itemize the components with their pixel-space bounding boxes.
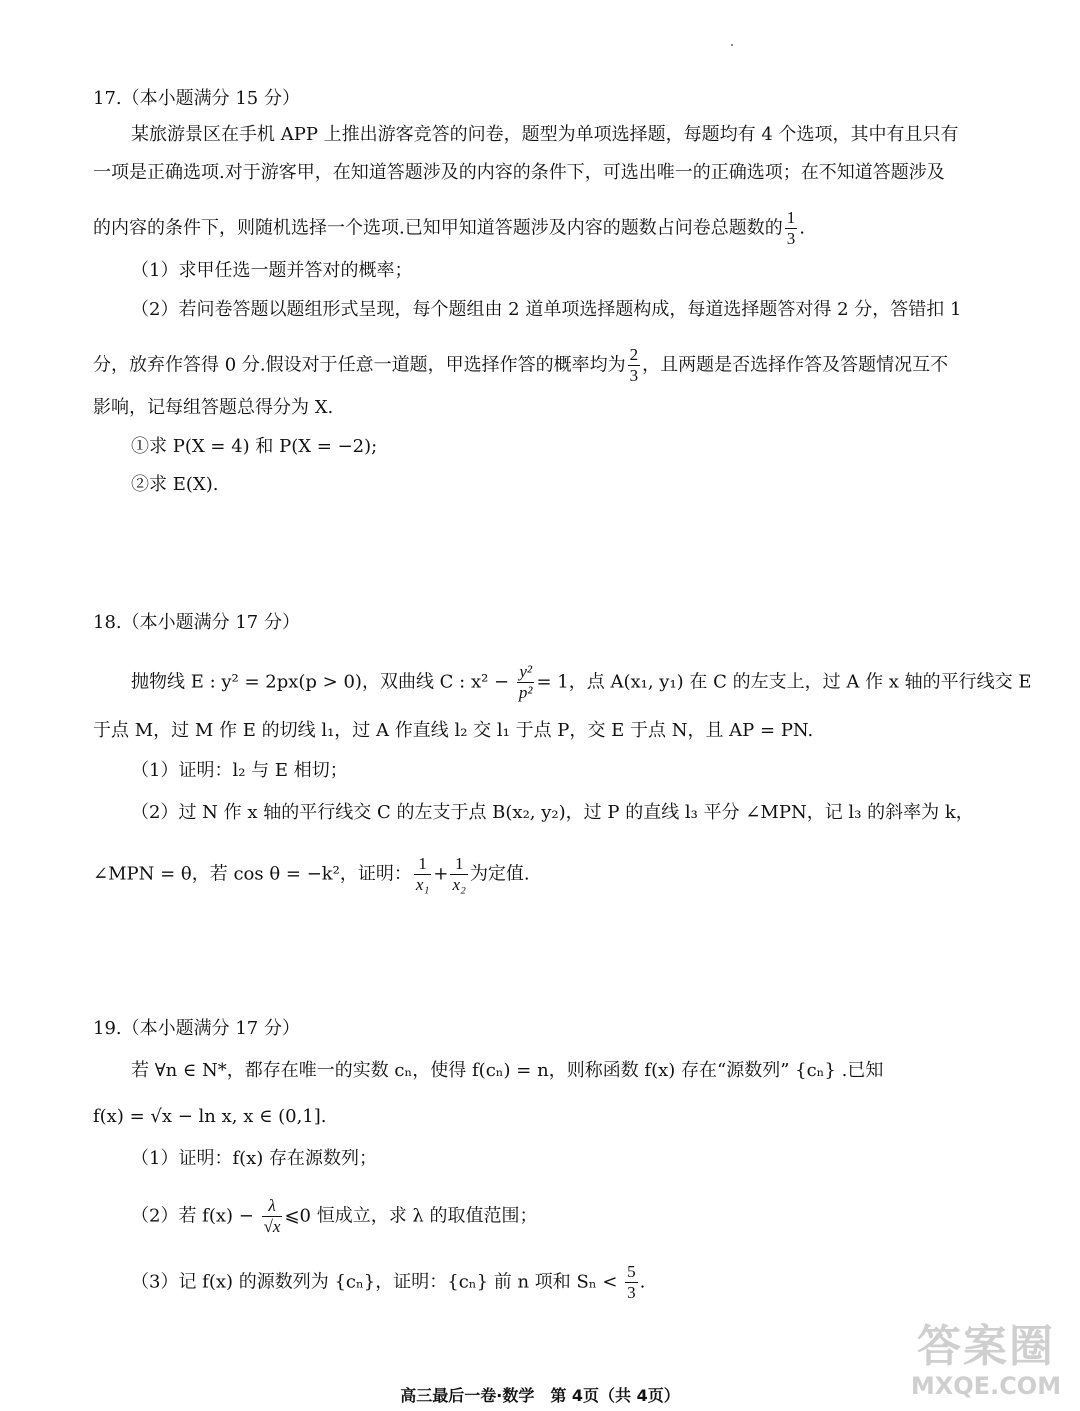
q17-header: 17.（本小题满分 15 分） — [93, 88, 300, 109]
q19-part3: （3）记 f(x) 的源数列为 {cₙ}，证明：{cₙ} 前 n 项和 Sₙ < $\frac{5}{3}$ . — [131, 1262, 646, 1302]
fraction-five-thirds: $\frac{5}{3}$ — [627, 1262, 636, 1302]
q17-para2: 一项是正确选项.对于游客甲，在知道答题涉及的内容的条件下，可选出唯一的正确选项；在不知道答题涉及 — [93, 162, 945, 183]
scan-dot — [731, 44, 733, 46]
watermark-site-text: MXQE.COM — [910, 1372, 1062, 1400]
q17-para1: 某旅游景区在手机 APP 上推出游客竞答的问卷，题型为单项选择题，每题均有 4 个选项，其中有且只有 — [131, 124, 959, 145]
q19-part2: （2）若 f(x) − $\frac{\lambda}{√x}$ ⩽0 恒成立，求 λ 的取值范围； — [131, 1196, 538, 1236]
q17-part2-line2: 分，放弃作答得 0 分.假设对于任意一道题，甲选择作答的概率均为 $\frac{2}{3}$ ，且两题是否选择作答及答题情况互不 — [93, 345, 949, 385]
q18-header: 18.（本小题满分 17 分） — [93, 612, 300, 633]
q18-part2-line2: ∠MPN = θ，若 cos θ = −k²，证明： $\frac{1}{\text{x₁}}$ + $\frac{1}{\text{x₂}}$ 为定值. — [93, 854, 530, 894]
fraction-y2-over-p2: $\frac{\text{y²}}{\text{p²}}$ — [518, 662, 533, 702]
q17-part1: （1）求甲任选一题并答对的概率； — [131, 260, 413, 281]
watermark-logo-text: 答案圈 — [917, 1321, 1055, 1372]
q18-line1: 抛物线 E : y² = 2px(p > 0)，双曲线 C : x² − $\frac{\text{y²}}{\text{p²}}$ = 1，点 A(x₁, y₁) 在 C 的左支上，过 A 作 x 轴的平行线交 E — [131, 662, 1032, 702]
q19-line2: f(x) = √x − ln x, x ∈ (0,1]. — [93, 1106, 327, 1127]
fraction-1-over-x2: $\frac{1}{\text{x₂}}$ — [452, 854, 466, 894]
q17-para3-text: 的内容的条件下，则随机选择一个选项.已知甲知道答题涉及内容的题数占问卷总题数的 — [93, 217, 783, 239]
fraction-one-third: $\frac{1}{3}$ — [786, 208, 796, 248]
q17-part2-line1: （2）若问卷答题以题组形式呈现，每个题组由 2 道单项选择题构成，每道选择题答对得 2 分，答错扣 1 — [131, 299, 962, 320]
q19-part1: （1）证明：f(x) 存在源数列； — [131, 1148, 378, 1169]
q17-sub2: ②求 E(X). — [131, 474, 219, 495]
page-footer: 高三最后一卷·数学 第 4页（共 4页） — [400, 1386, 680, 1405]
fraction-two-thirds: $\frac{2}{3}$ — [629, 345, 639, 385]
q17-part2-line3: 影响，记每组答题总得分为 X. — [93, 397, 334, 418]
q19-line1: 若 ∀n ∈ N*，都存在唯一的实数 cₙ，使得 f(cₙ) = n，则称函数 f(x) 存在“源数列” {cₙ} .已知 — [131, 1060, 884, 1081]
q19-header: 19.（本小题满分 17 分） — [93, 1018, 300, 1039]
fraction-1-over-x1: $\frac{1}{\text{x₁}}$ — [415, 854, 430, 894]
q18-part2-line1: （2）过 N 作 x 轴的平行线交 C 的左支于点 B(x₂, y₂)，过 P 的直线 l₃ 平分 ∠MPN，记 l₃ 的斜率为 k， — [131, 802, 974, 823]
q17-sub1: ①求 P(X = 4) 和 P(X = −2); — [131, 436, 378, 457]
q18-line2: 于点 M，过 M 作 E 的切线 l₁，过 A 作直线 l₂ 交 l₁ 于点 P，交 E 于点 N，且 AP = PN. — [93, 720, 814, 741]
q18-part1: （1）证明：l₂ 与 E 相切； — [131, 760, 348, 781]
fraction-lambda-over-sqrt-x: $\frac{\lambda}{√x}$ — [263, 1196, 281, 1236]
q17-para3: 的内容的条件下，则随机选择一个选项.已知甲知道答题涉及内容的题数占问卷总题数的 $\frac{1}{3}$ . — [93, 208, 805, 248]
